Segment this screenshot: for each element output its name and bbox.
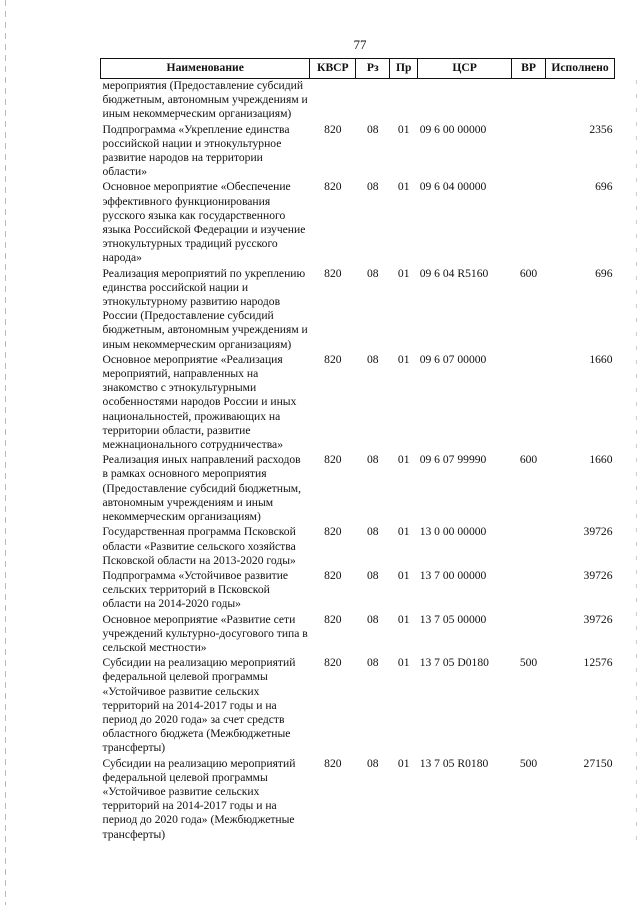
cell-csr: 09 6 04 00000 [419,180,487,194]
header-name: Наименование [101,59,310,79]
table-row [101,453,615,525]
cell-csr: 09 6 07 99990 [419,453,487,467]
table-row [101,525,615,569]
cell-vr [512,525,546,569]
cell-name: Подпрограмма «Укрепление единства российской нации и этнокультурное развитие народов на территории области» [102,122,290,179]
cell-kvsr: 820 [324,525,342,539]
cell-name: Субсидии на реализацию мероприятий федеральной целевой программы «Устойчивое развитие сельских территорий на 2014-2017 годы и на период до 2020 года» за счет средств областного бюджета (Межбюджетные трансферты) [102,656,296,755]
cell-csr: 13 7 05 D0180 [419,656,489,670]
table-row [101,569,615,613]
cell-rz: 08 [366,180,379,194]
cell-csr: 13 0 00 00000 [419,525,487,539]
header-csr: ЦСР [418,59,512,79]
cell-name: Реализация мероприятий по укреплению единства российской нации и этнокультурному развитию народов России (Предоставление субсидий бюджетным, автономным учреждениям и иным некоммерческим организациям) [102,266,308,351]
cell-csr: 13 7 05 00000 [419,612,487,626]
cell-pr: 01 [397,352,410,366]
cell-rz: 08 [366,352,379,366]
scan-edge-left [5,0,6,905]
cell-pr: 01 [397,453,410,467]
cell-sum: 39726 [583,612,613,626]
cell-kvsr: 820 [324,266,342,280]
cell-sum: 696 [595,266,613,280]
table-header-row [101,59,615,79]
cell-name: Подпрограмма «Устойчивое развитие сельских территорий в Псковской области на 2014-2020 годы» [102,568,289,611]
cell-pr: 01 [397,656,410,670]
cell-sum [545,79,614,123]
cell-kvsr: 820 [324,453,342,467]
cell-pr: 01 [397,266,410,280]
table-row [101,353,615,453]
cell-rz: 08 [366,756,379,770]
page-number: 77 [353,37,367,52]
cell-sum: 1660 [589,352,613,366]
cell-name: Реализация иных направлений расходов в рамках основного мероприятия (Предоставление субсидий бюджетным, автономным учреждениям и иным некоммерческим организациям) [102,453,301,524]
cell-rz: 08 [366,568,379,582]
cell-sum: 39726 [583,525,613,539]
scan-edge-right [636,80,637,840]
cell-sum: 39726 [583,568,613,582]
header-vr: ВР [512,59,546,79]
cell-vr [512,613,546,657]
table-row [101,123,615,181]
table-row [101,656,615,756]
cell-kvsr: 820 [324,122,342,136]
cell-vr [512,569,546,613]
cell-sum: 2356 [589,122,613,136]
cell-vr [512,79,546,123]
cell-rz: 08 [366,122,379,136]
table-row [101,180,615,266]
cell-name: Государственная программа Псковской области «Развитие сельского хозяйства Псковской области на 2013-2020 годы» [102,525,296,567]
table-row [101,267,615,353]
cell-sum: 696 [595,180,613,194]
cell-name: Субсидии на реализацию мероприятий федеральной целевой программы «Устойчивое развитие сельских территорий на 2014-2017 годы и на период до 2020 года» (Межбюджетные трансферты) [102,756,296,841]
cell-kvsr: 820 [324,612,342,626]
cell-rz: 08 [366,266,379,280]
cell-pr: 01 [397,122,410,136]
cell-kvsr: 820 [324,180,342,194]
table-row [101,79,615,123]
header-kvsr: КВСР [310,59,356,79]
cell-pr: 01 [397,756,410,770]
cell-vr [512,123,546,181]
cell-vr [512,180,546,266]
budget-table [100,58,615,843]
cell-csr: 09 6 04 R5160 [419,266,489,280]
header-rz: Рз [356,59,390,79]
cell-pr [390,79,418,123]
cell-vr: 600 [519,453,538,467]
cell-name: Основное мероприятие «Развитие сети учреждений культурно-досугового типа в сельской местности» [102,612,308,654]
cell-rz: 08 [366,453,379,467]
cell-name: Основное мероприятие «Обеспечение эффективного функционирования русского языка как государственного языка Российской Федерации и изучение этнокультурных традиций русского народа» [102,180,306,265]
cell-sum: 12576 [583,656,613,670]
cell-rz: 08 [366,612,379,626]
cell-kvsr: 820 [324,756,342,770]
cell-pr: 01 [397,180,410,194]
cell-csr: 13 7 05 R0180 [419,756,489,770]
cell-vr [512,353,546,453]
cell-csr [418,79,512,123]
cell-rz [356,79,390,123]
cell-kvsr: 820 [324,352,342,366]
cell-csr: 13 7 00 00000 [419,568,487,582]
cell-pr: 01 [397,568,410,582]
cell-kvsr [310,79,356,123]
cell-vr: 500 [519,656,538,670]
cell-vr: 600 [519,266,538,280]
cell-sum: 27150 [583,756,613,770]
cell-name: Основное мероприятие «Реализация мероприятий, направленных на знакомство с этнокультурными особенностями народов России и иных национальностей, проживающих на территории области, развитие межнационального сотрудничества» [102,352,297,452]
cell-rz: 08 [366,525,379,539]
cell-kvsr: 820 [324,656,342,670]
table-row [101,613,615,657]
cell-name: мероприятия (Предоставление субсидий бюджетным, автономным учреждениям и иным некоммерческим организациям) [102,79,308,121]
cell-kvsr: 820 [324,568,342,582]
cell-sum: 1660 [589,453,613,467]
cell-pr: 01 [397,525,410,539]
cell-pr: 01 [397,612,410,626]
table-row [101,757,615,843]
header-sum: Исполнено [545,59,614,79]
cell-csr: 09 6 07 00000 [419,352,487,366]
cell-csr: 09 6 00 00000 [419,122,487,136]
cell-vr: 500 [519,756,538,770]
cell-rz: 08 [366,656,379,670]
header-pr: Пр [390,59,418,79]
